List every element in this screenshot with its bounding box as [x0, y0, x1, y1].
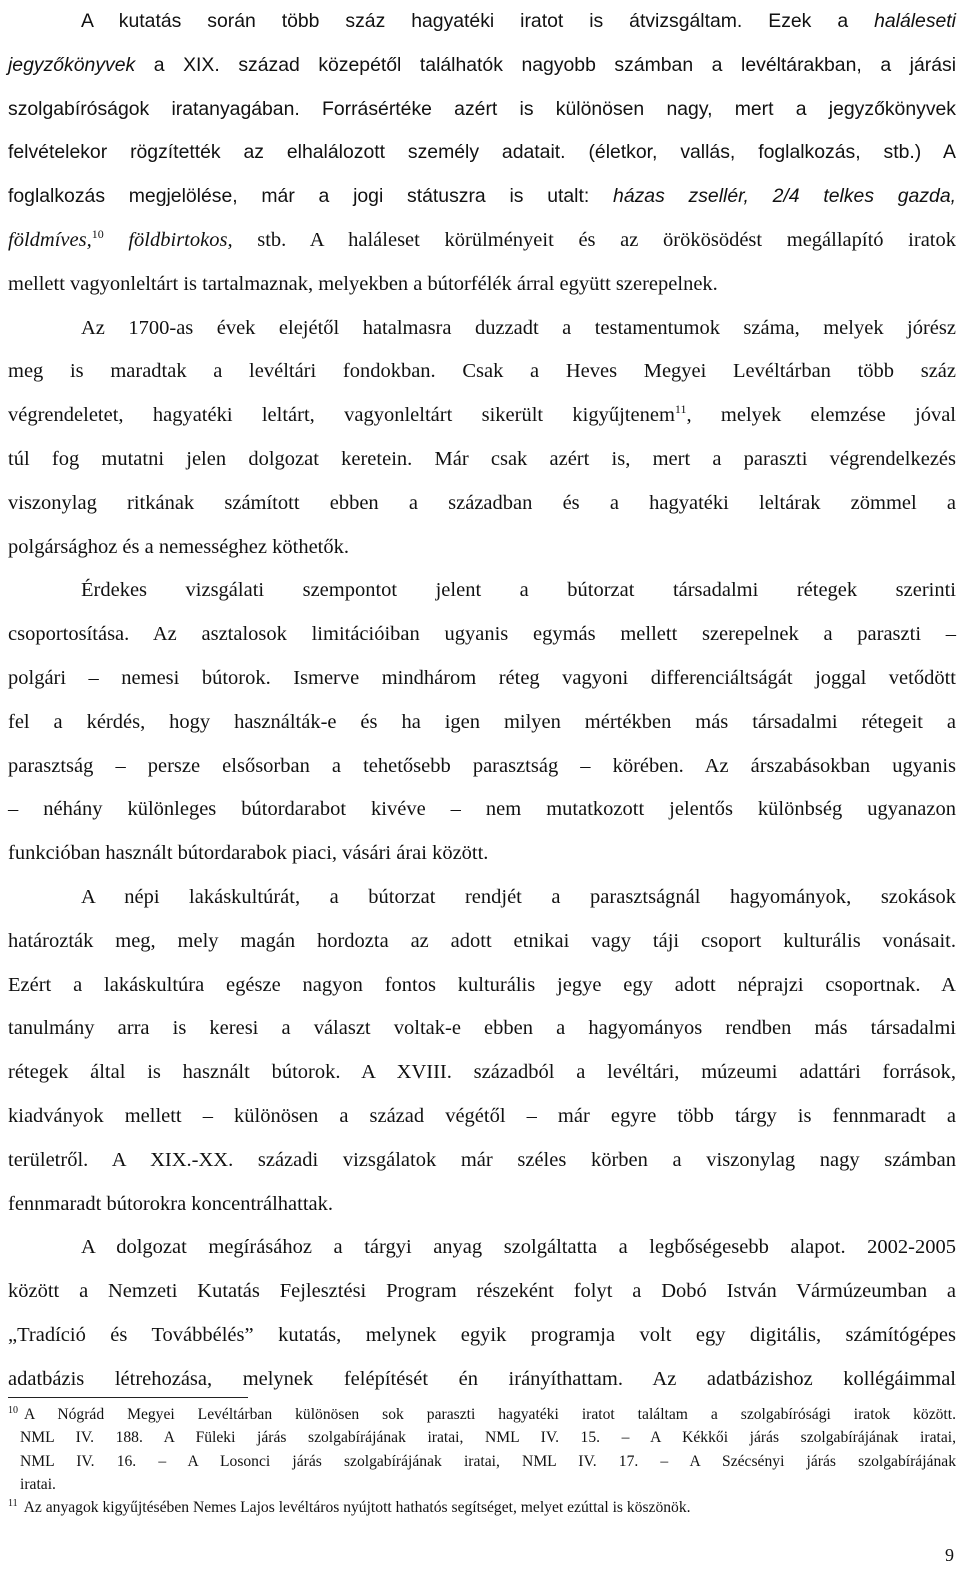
text-line: mellett vagyonleltárt is tartalmaznak, melyekben a bútorfélék árral együtt szerepelnek. — [8, 272, 718, 295]
text-line: tanulmány arra is keresi a választ voltak-e ebben a hagyományos rendben más társadalmi — [8, 1017, 956, 1040]
footnote-10-line: NML IV. 16. – A Losonci járás szolgabírájának iratai, NML IV. 17. – A Szécsényi járás szolgabírájának — [20, 1452, 956, 1470]
text-line: A dolgozat megírásához a tárgyi anyag szolgáltatta a legbőségesebb alapot. 2002-2005 — [81, 1236, 956, 1259]
footnote-mark: 11 — [8, 1498, 18, 1509]
footnotes — [8, 1403, 956, 1519]
text-line: határozták meg, mely magán hordozta az adott etnikai vagy táji csoport kulturális vonásait. — [8, 929, 956, 952]
text-line: Ezért a lakáskultúra egésze nagyon fontos kulturális jegye egy adott néprajzi csoportnak. A — [8, 973, 956, 996]
paragraph-2 — [8, 307, 956, 570]
text-line: A kutatás során több száz hagyatéki iratot is átvizsgáltam. Ezek a haláleseti — [81, 10, 956, 32]
text-line: polgársághoz és a nemességhez köthetők. — [8, 535, 349, 558]
text-line: funkcióban használt bútordarabok piaci, vásári árai között. — [8, 842, 489, 865]
footnote-separator — [8, 1397, 248, 1398]
text-line: túl fog mutatni jelen dolgozat keretein. Már csak azért is, mert a paraszti végrendelkezés — [8, 447, 956, 470]
text-line: szolgabíróságok iratanyagában. Forrásértéke azért is különösen nagy, mert a jegyzőkönyvek — [8, 97, 956, 120]
text-line: parasztság – persze elsősorban a tehetősebb parasztság – körében. Az árszabásokban ugyanis — [8, 754, 956, 777]
text-line: meg is maradtak a levéltári fondokban. Csak a Heves Megyei Levéltárban több száz — [8, 360, 956, 383]
paragraph-3 — [8, 569, 956, 876]
text-line: A népi lakáskultúrát, a bútorzat rendjét a parasztságnál hagyományok, szokások — [81, 885, 956, 908]
text-line: kiadványok mellett – különösen a század végétől – már egyre több tárgy is fennmaradt a — [8, 1104, 956, 1127]
emphasis: házas zsellér, 2/4 telkes gazda, — [613, 185, 956, 208]
text-line: „Tradíció és Továbbélés” kutatás, melynek egyik programja volt egy digitális, számítógépes — [8, 1323, 956, 1346]
text-line: csoportosítása. Az asztalosok limitációiban ugyanis egymás mellett szerepelnek a paraszti – — [8, 623, 956, 646]
text-line: között a Nemzeti Kutatás Fejlesztési Program részeként folyt a Dobó István Vármúzeumban a — [8, 1280, 956, 1303]
text-line: fennmaradt bútorokra koncentrálhattak. — [8, 1192, 334, 1215]
text-line: területről. A XIX.-XX. századi vizsgálatok már széles körben a viszonylag nagy számban — [8, 1148, 956, 1171]
emphasis: haláleseti — [874, 10, 956, 32]
footnote-mark: 10 — [8, 1404, 18, 1416]
footnote-10-line: NML IV. 188. A Füleki járás szolgabírájának iratai, NML IV. 15. – A Kékkői járás szolgabírájának iratai, — [20, 1429, 956, 1447]
page-number: 9 — [945, 1545, 954, 1565]
text-line: – néhány különleges bútordarabot kivéve – nem mutatkozott jelentős különbség ugyanazon — [8, 798, 956, 821]
footnote-10-line: iratai. — [20, 1475, 56, 1493]
footnote-ref-11[interactable]: 11 — [674, 402, 687, 417]
text-line: jegyzőkönyvek a XIX. század közepétől találhatók nagyobb számban a levéltárakban, a járási — [8, 53, 957, 76]
text-line: foglalkozás megjelölése, már a jogi státuszra is utalt: házas zsellér, 2/4 telkes gazda, — [8, 185, 956, 208]
emphasis: földbirtokos, — [128, 228, 233, 251]
paragraph-1 — [8, 0, 956, 307]
footnote-11: $^{11}$ Az anyagok kigyűjtésében Nemes Lajos levéltáros nyújtott hathatós segítséget, melyet ezúttal is köszönök. — [8, 1498, 691, 1517]
text-line: rétegek által is használt bútorok. A XVIII. századból a levéltári, múzeumi adattári források, — [8, 1061, 956, 1084]
footnote-ref-10[interactable]: 10 — [91, 227, 104, 242]
text-line: Érdekes vizsgálati szempontot jelent a bútorzat társadalmi rétegek szerinti — [81, 579, 956, 602]
text-line: földmíves,$^{10}$ földbirtokos, stb. A haláleset körülményeit és az örökösödést megállapító iratok — [8, 227, 956, 251]
text-line: polgári – nemesi bútorok. Ismerve mindhárom réteg vagyoni differenciáltságát joggal vetődött — [8, 666, 956, 689]
text-line: adatbázis létrehozása, melynek felépítését én irányíthattam. Az adatbázishoz kollégáimmal — [8, 1367, 956, 1390]
emphasis: földmíves, — [8, 228, 92, 251]
footnote-10: $^{10}$ A Nógrád Megyei Levéltárban különösen sok paraszti hagyatéki iratot találtam a szolgabírósági iratok között. — [8, 1404, 956, 1423]
text-line: felvételekor rögzítették az elhalálozott személy adatait. (életkor, vallás, foglalkozás, stb.) A — [8, 141, 956, 164]
paragraph-5 — [8, 1226, 956, 1401]
paragraph-4 — [8, 876, 956, 1226]
text-line: végrendeletet, hagyatéki leltárt, vagyonleltárt sikerült kigyűjtenem$^{11}$, melyek elemzése jóval — [8, 402, 956, 427]
emphasis: jegyzőkönyvek — [8, 53, 136, 76]
text-line: Az 1700-as évek elejétől hatalmasra duzzadt a testamentumok száma, melyek jórész — [81, 316, 956, 339]
document-page — [8, 0, 956, 1402]
text-line: fel a kérdés, hogy használták-e és ha igen milyen mértékben más társadalmi rétegeit a — [8, 710, 956, 733]
text-line: viszonylag ritkának számított ebben a században és a hagyatéki leltárak zömmel a — [8, 491, 956, 514]
